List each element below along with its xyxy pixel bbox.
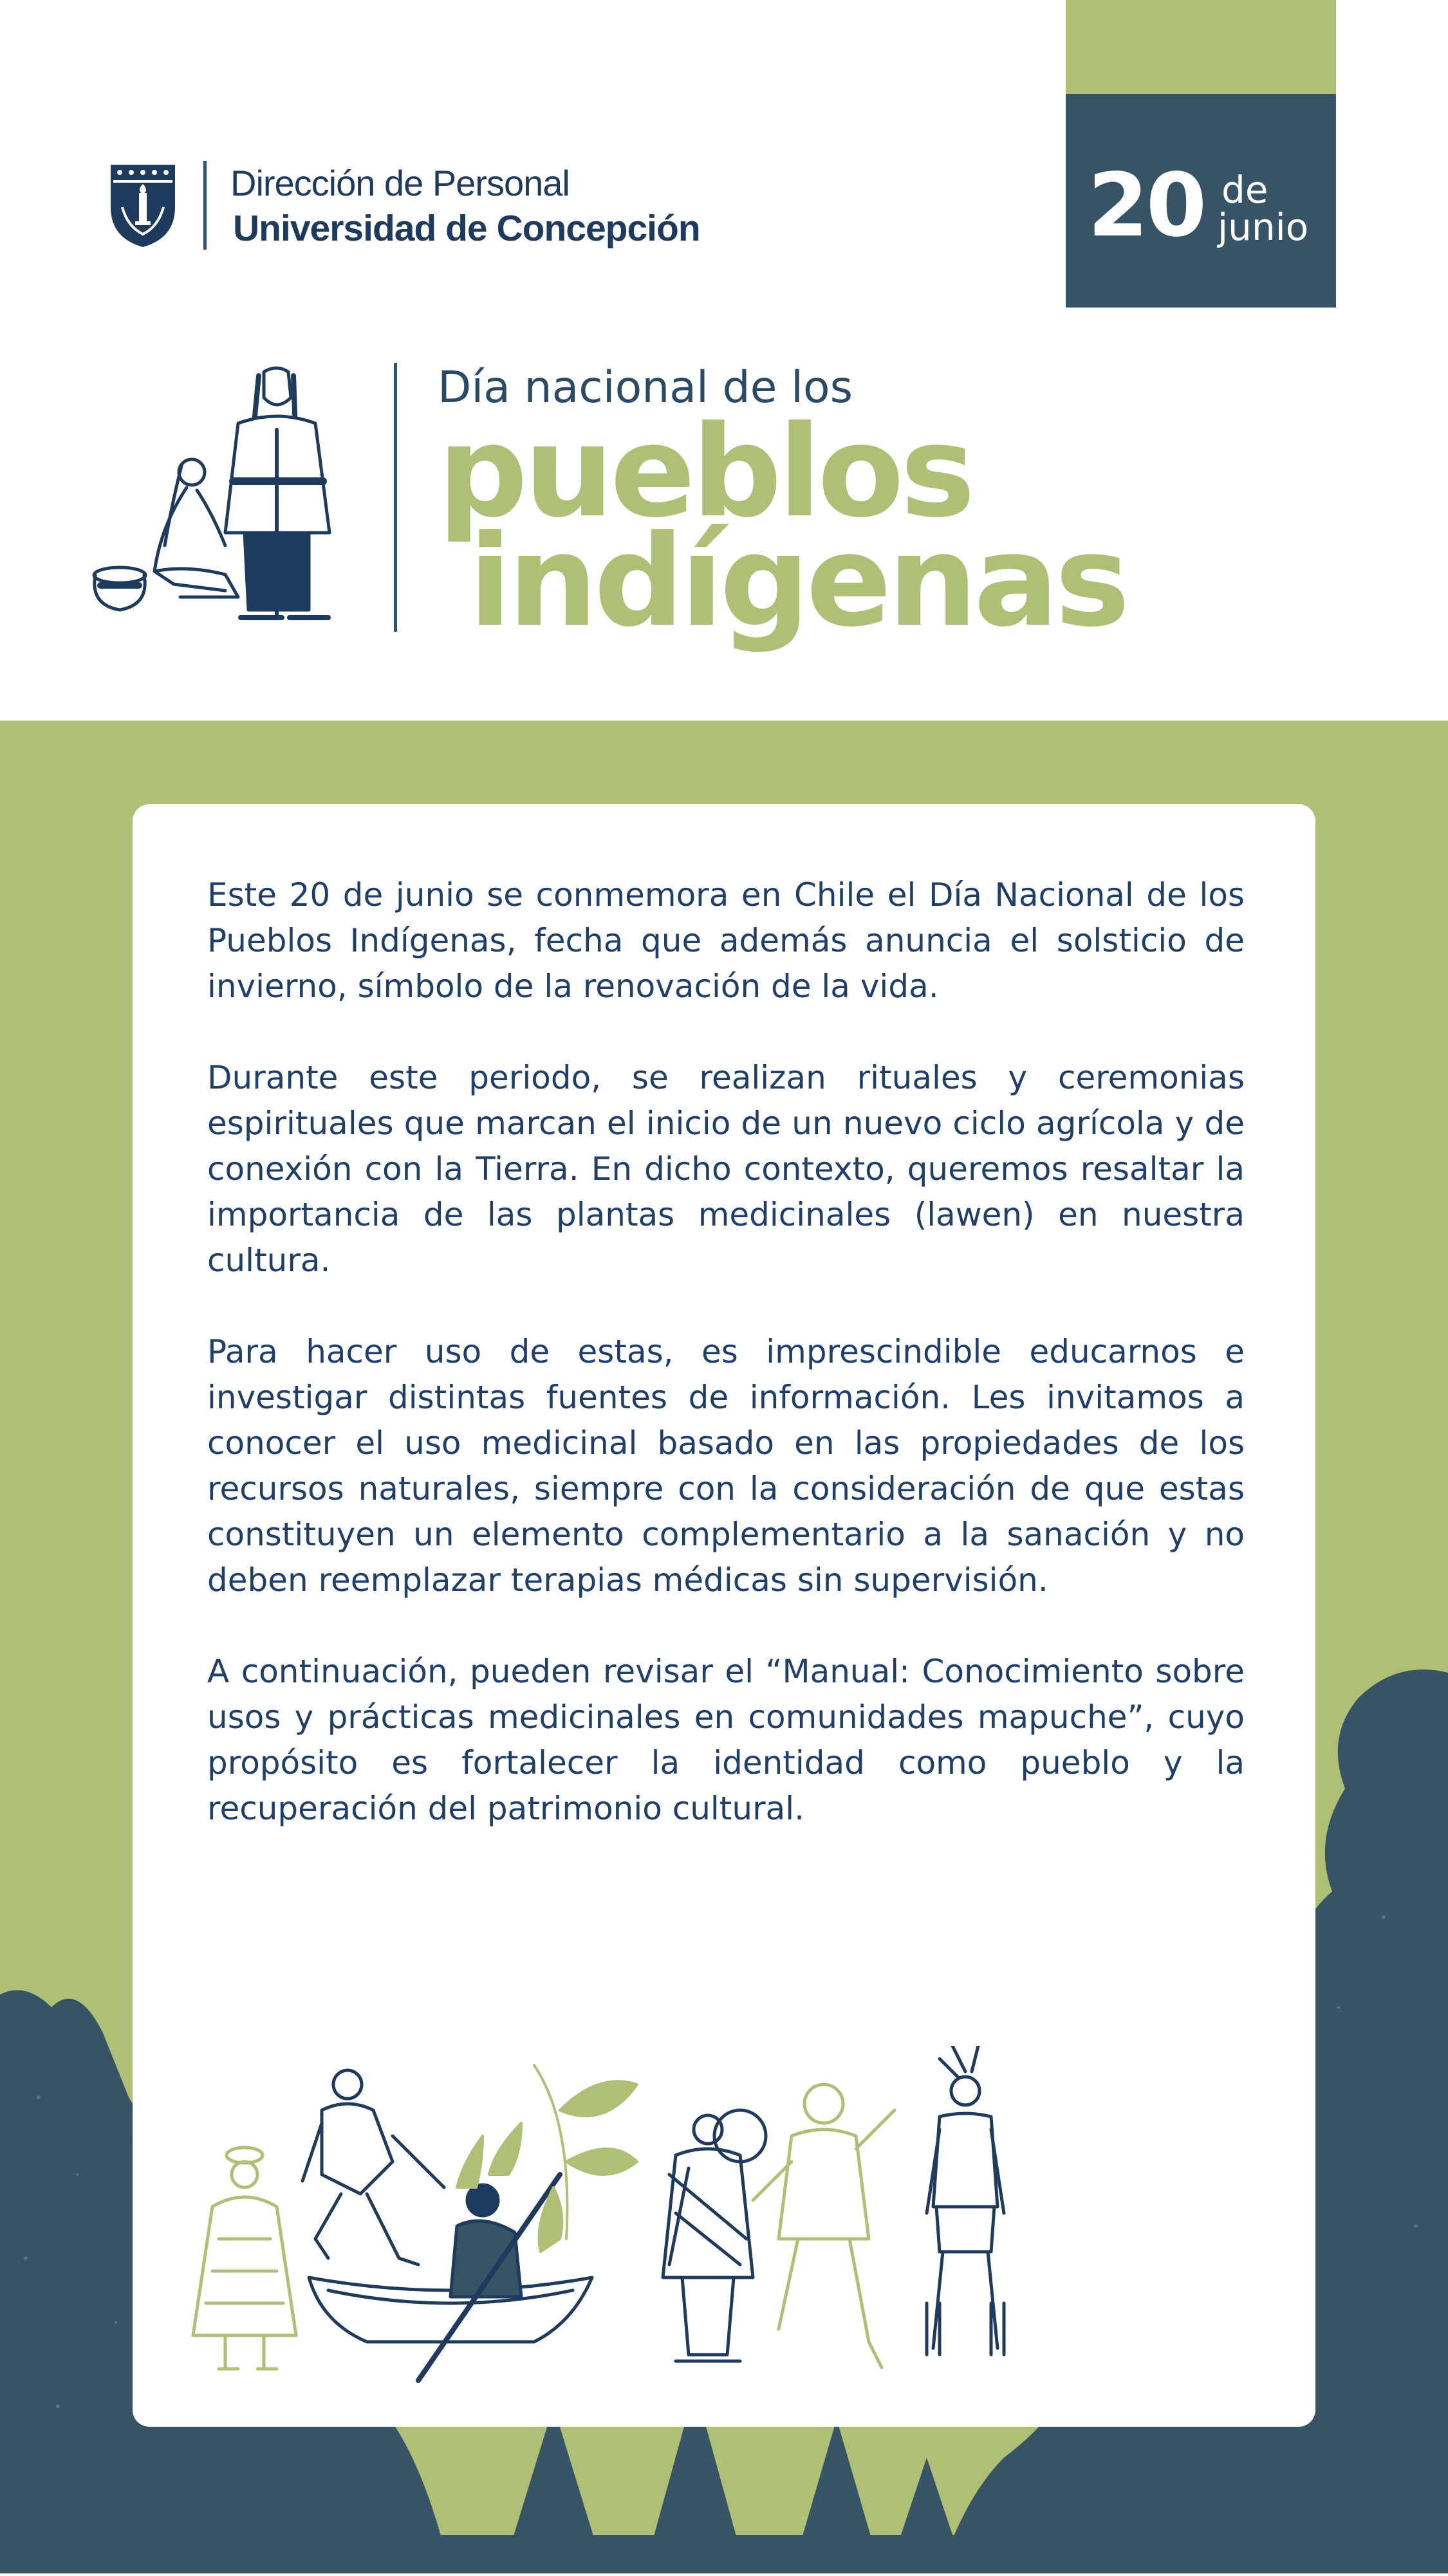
card-body [207, 872, 1245, 1877]
paragraph-3: Para hacer uso de estas, es imprescindible educarnos e investigar distintas fuentes de información. Les invitamos a conocer el uso medicinal basado en las propiedades de los recursos naturales, siempre con la consideración de que estas constituyen un elemento complementario a la sanación y no deben reemplazar terapias médicas sin supervisión. [207, 1333, 1245, 1599]
indigenous-figures-illustration [84, 353, 354, 636]
title-line-2: pueblos [438, 399, 972, 546]
date-day: 20 [1088, 155, 1205, 257]
title-line-3: indígenas [469, 508, 1126, 655]
department-name: Dirección de Personal [230, 163, 570, 203]
date-accent-bar [1066, 0, 1336, 94]
university-name: Universidad de Concepción [233, 208, 700, 249]
paragraph-1: Este 20 de junio se conmemora en Chile el Día Nacional de los Pueblos Indígenas, fecha que además anuncia el solsticio de invierno, símbolo de la renovación de la vida. [207, 876, 1245, 1005]
date-month: junio [1218, 205, 1309, 249]
header-divider [203, 161, 207, 250]
university-crest-icon [108, 162, 178, 250]
title-divider [394, 363, 397, 632]
date-preposition: de [1221, 168, 1268, 212]
paragraph-4: A continuación, pueden revisar el “Manual: Conocimiento sobre usos y prácticas medicinales en comunidades mapuche”, cuyo propósito es fortalecer la identidad como pueblo y la recuperación del patrimonio cultural. [207, 1653, 1245, 1827]
paragraph-2: Durante este periodo, se realizan rituales y ceremonias espirituales que marcan el inicio de un nuevo ciclo agrícola y de conexión con la Tierra. En dicho contexto, queremos resaltar la importancia de las plantas medicinales (lawen) en nuestra cultura. [207, 1059, 1245, 1279]
cultural-figures-illustration [174, 2046, 1062, 2413]
title-line-1: Día nacional de los [438, 362, 853, 413]
